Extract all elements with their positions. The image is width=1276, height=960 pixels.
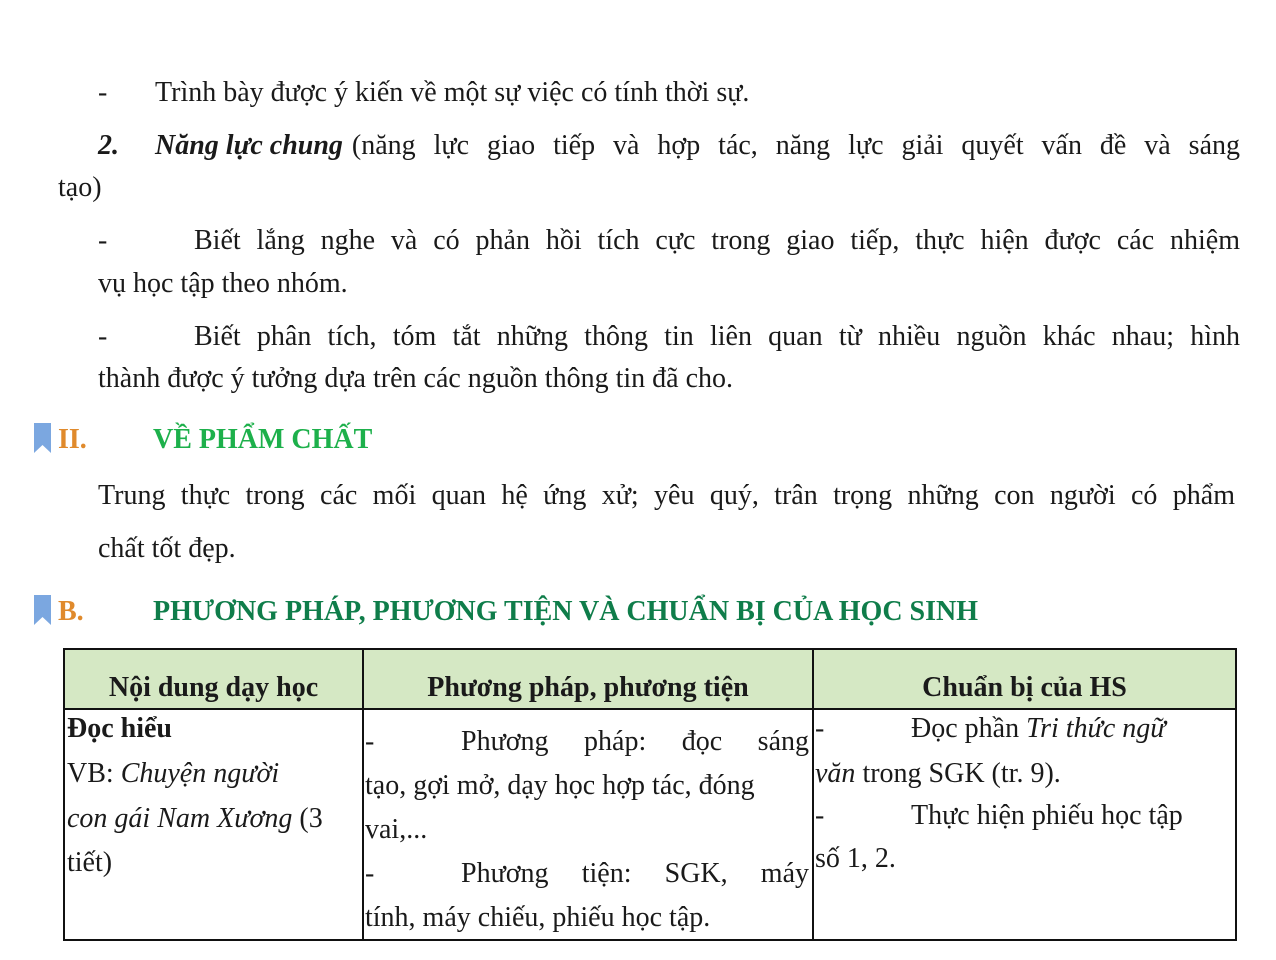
cell-line: tạo, gợi mở, dạy học hợp tác, đóng [365,770,755,801]
section-number: 2. [98,130,119,161]
text: Đọc phần [911,713,1027,744]
work-title: Chuyện người [120,758,280,789]
bullet-text: Biết phân tích, tóm tắt những thông tin liên quan từ nhiều nguồn khác nhau; hình [194,321,1240,352]
bullet-dash: - [98,77,108,108]
preparation-table [63,648,1237,941]
cell-line [67,803,323,835]
italic-text: Tri thức ngữ [1026,713,1166,744]
section-2-line1 [155,130,1240,162]
table-header-cell: Nội dung dạy học [108,672,319,703]
bullet-dash: - [98,225,108,256]
section-desc: (năng lực giao tiếp và hợp tác, năng lực giải quyết vấn đề và sáng [351,130,1240,161]
cell-line: Thực hiện phiếu học tập [911,800,1183,831]
work-title: con gái Nam Xương [67,803,293,834]
cell-dash: - [365,726,375,757]
heading-title: PHƯƠNG PHÁP, PHƯƠNG TIỆN VÀ CHUẨN BỊ CỦA HỌC SINH [153,596,979,627]
bullet-text-cont: thành được ý tưởng dựa trên các nguồn thông tin đã cho. [98,363,733,394]
cell-line [67,758,279,790]
paragraph-line: Trung thực trong các mối quan hệ ứng xử; yêu quý, trân trọng những con người có phẩm [98,480,1235,511]
bullet-text-cont: vụ học tập theo nhóm. [98,268,348,299]
cell-dash: - [815,800,825,831]
cell-title: Đọc hiểu [67,713,172,744]
cell-line: tính, máy chiếu, phiếu học tập. [365,902,711,933]
cell-line [911,713,1166,745]
cell-line: tiết) [67,847,113,878]
cell-line [815,758,1061,790]
cell-dash: - [815,713,825,744]
paragraph-line: chất tốt đẹp. [98,533,236,564]
section-title: Năng lực chung [155,130,343,161]
section-desc-cont: tạo) [58,172,102,203]
bullet-text: Biết lắng nghe và có phản hồi tích cực trong giao tiếp, thực hiện được các nhiệm [194,225,1240,256]
text: trong SGK (tr. 9). [855,758,1061,789]
bullet-dash: - [98,321,108,352]
cell-line: số 1, 2. [815,843,896,874]
heading-number: B. [58,596,84,627]
vb-label: VB: [67,758,121,789]
bookmark-icon[interactable] [34,423,51,453]
italic-text: văn [815,758,856,789]
bookmark-icon[interactable] [34,595,51,625]
table-header-cell: Chuẩn bị của HS [922,672,1127,703]
bullet-text: Trình bày được ý kiến về một sự việc có tính thời sự. [155,77,750,108]
cell-line: Phương pháp: đọc sáng [461,726,809,757]
table-header-cell: Phương pháp, phương tiện [427,672,749,703]
heading-number: II. [58,424,87,455]
cell-line: Phương tiện: SGK, máy [461,858,809,889]
cell-line: vai,... [365,814,428,845]
period-count: (3 [292,803,323,834]
cell-dash: - [365,858,375,889]
heading-title: VỀ PHẨM CHẤT [153,424,373,455]
